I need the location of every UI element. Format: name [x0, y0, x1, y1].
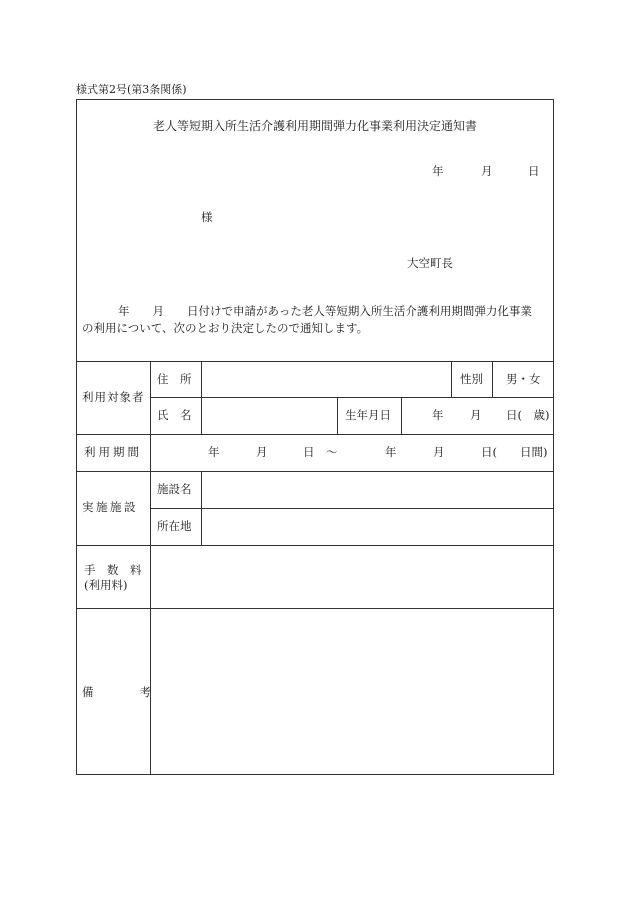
- sex-label-right-rule: [492, 361, 493, 397]
- birthdate-right-rule: [401, 397, 402, 434]
- birthdate-label: 生年月日: [345, 408, 391, 422]
- facility-location-label: 所在地: [157, 519, 192, 533]
- birth-month: 月: [470, 408, 482, 422]
- subject-label: 利用対象者: [82, 390, 145, 404]
- address-label: 住 所: [157, 372, 192, 386]
- birth-day-age: 日( 歳): [506, 408, 550, 422]
- period-start-day: 日: [303, 445, 315, 459]
- row-divider-period: [76, 471, 554, 472]
- facility-label: 実施施設: [82, 500, 138, 514]
- birthdate-left-rule: [337, 397, 338, 434]
- row-divider-fee: [76, 608, 554, 609]
- facility-name-label: 施設名: [157, 482, 192, 496]
- recipient-suffix: 様: [201, 210, 213, 224]
- period-end-day-count: 日( 日間): [481, 445, 548, 459]
- period-end-month: 月: [433, 445, 445, 459]
- period-separator: 〜: [326, 445, 338, 459]
- period-start-year: 年: [208, 445, 220, 459]
- row-divider-subject: [76, 434, 554, 435]
- remarks-label: 備 考: [82, 685, 151, 699]
- fee-sublabel: (利用料): [84, 578, 128, 592]
- period-label: 利用期間: [84, 445, 142, 459]
- notice-date-year: 年: [432, 164, 444, 178]
- notice-body-line1: 年 月 日付けで申請があった老人等短期入所生活介護利用期間弾力化事業: [118, 304, 532, 318]
- sex-label-left-rule: [451, 361, 452, 397]
- notice-date-month: 月: [481, 164, 493, 178]
- birth-year: 年: [432, 408, 444, 422]
- subject-sublabel-rule: [201, 361, 202, 434]
- notice-form-frame: [76, 99, 554, 775]
- issuer-name: 大空町長: [407, 256, 453, 270]
- period-end-year: 年: [385, 445, 397, 459]
- notice-body: [82, 303, 550, 337]
- row-divider-facility-name: [150, 508, 554, 509]
- sex-label: 性別: [460, 372, 483, 386]
- notice-body-line2: の利用について、次のとおり決定したので通知します。: [82, 321, 369, 335]
- period-start-month: 月: [256, 445, 268, 459]
- facility-sublabel-rule: [201, 471, 202, 545]
- form-number: 様式第2号(第3条関係): [76, 83, 187, 96]
- row-divider-address: [150, 397, 554, 398]
- document-title: 老人等短期入所生活介護利用期間弾力化事業利用決定通知書: [152, 119, 477, 133]
- sex-options: 男・女: [506, 372, 541, 386]
- fee-label: 手 数 料: [84, 563, 142, 577]
- label-column-rule: [150, 361, 151, 775]
- name-label: 氏 名: [157, 408, 192, 422]
- row-divider-facility: [76, 545, 554, 546]
- table-top-rule: [76, 361, 554, 362]
- notice-date-day: 日: [528, 164, 540, 178]
